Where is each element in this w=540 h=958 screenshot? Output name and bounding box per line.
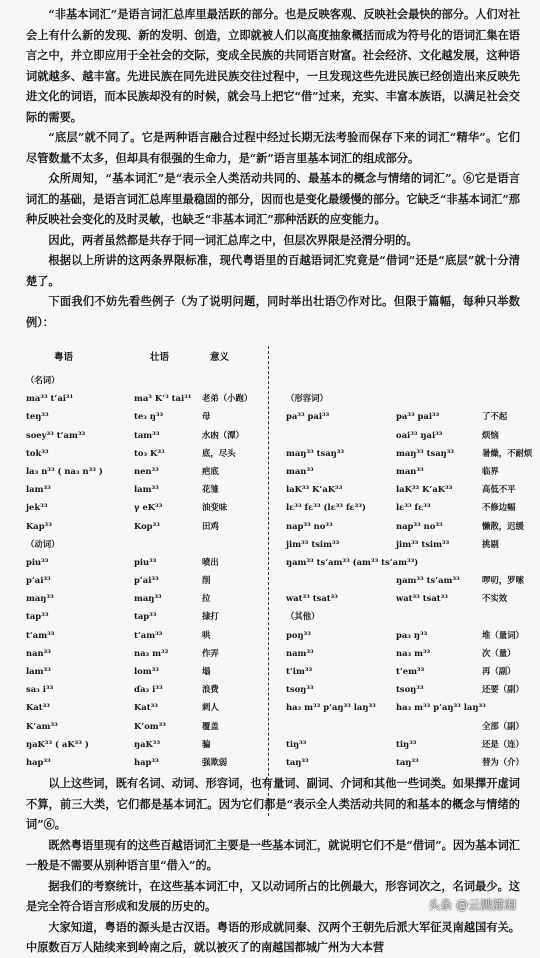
header-zhuang: 壮语 [150, 352, 170, 363]
zhuang-word: ŋaK³³ [134, 738, 161, 749]
meaning: 底，尽头 [202, 447, 236, 458]
meaning: 懒散，迟缓 [482, 520, 524, 531]
table-row [286, 498, 520, 516]
meaning: 再（副） [482, 666, 516, 676]
meaning: 捸打 [202, 611, 219, 622]
table-row [26, 698, 266, 716]
table-row [26, 589, 266, 607]
zhuang-word: na₃ m³³ [134, 647, 169, 658]
table-row [26, 662, 266, 680]
yue-word: taŋ³³ [286, 756, 309, 767]
table-row [26, 480, 266, 498]
table-row [286, 444, 533, 462]
zhuang-word: ŋam³³ ts‘am³³ [396, 575, 460, 586]
meaning: 啰叨，罗嗦 [482, 575, 524, 586]
meaning: 疤底 [202, 465, 219, 476]
meaning: 暑燥，不耐烦 [482, 447, 533, 458]
zhuang-word: tam³³ [134, 429, 160, 440]
zhuang-word: oai³³ ŋai³³ [396, 429, 443, 440]
yue-word: ma³³ t‘ai³¹ [26, 393, 74, 404]
table-row [26, 680, 266, 698]
zhuang-word: p‘ai³³ [134, 575, 159, 586]
yue-word: tiŋ³³ [286, 738, 307, 749]
paragraph: 下面我们不妨先看些例子（为了说明问题，同时举出壮语⑦作对比。但限于篇幅，每种只举数例）： [26, 294, 520, 329]
table-row [286, 480, 520, 498]
paragraph: 据我们的考察统计，在这些基本词汇中，又以动词所占的比例最大，形容词次之，名词最少。这是完全符合语言形成和发展的历史的。 [26, 878, 520, 913]
watermark: 头条 @云溅潇湘 [428, 898, 516, 912]
yue-word: maŋ³³ [26, 593, 54, 604]
yue-word: piu³³ [26, 556, 49, 567]
meaning: 水凼（潭） [202, 429, 244, 440]
yue-word: ha₃ m³³ p‘aŋ³³ laŋ³³ [286, 702, 376, 713]
meaning: 作弄 [202, 647, 219, 658]
yue-word: t‘im³³ [286, 666, 313, 676]
meaning: 挑剔 [482, 538, 499, 549]
yue-word: teŋ³³ [26, 411, 49, 422]
meaning: 喷出 [202, 556, 219, 567]
table-row [286, 571, 524, 589]
meaning: 次（量） [482, 647, 516, 658]
yue-word: soey³³ t‘am³³ [26, 429, 86, 440]
yue-word: laK³³ K‘aK³³ [286, 484, 343, 495]
yue-word: （形容词） [286, 393, 328, 404]
paragraph: 既然粤语里现有的这些百越语词汇主要是一些基本词汇，就说明它们不是“借词”。因为基本词汇一般是不需要从别种语言里“借入”的。 [26, 837, 520, 872]
paragraphs-top [26, 4, 520, 332]
yue-word: sa₃ i³³ [26, 684, 54, 695]
table-row [26, 462, 266, 480]
table-row [26, 626, 266, 644]
table-row [286, 680, 524, 698]
meaning: 刺人 [202, 702, 219, 713]
meaning: 不实效 [482, 593, 508, 604]
yue-word: lam³³ [26, 666, 51, 676]
yue-word: K‘am³³ [26, 720, 58, 731]
table-row [286, 553, 520, 571]
paragraph: 因此，两者虽然都是共存于同一词汇总库之中，但层次界限是泾渭分明的。 [48, 232, 418, 247]
zhuang-word: tsoŋ³³ [396, 684, 424, 695]
zhuang-word: K‘om³³ [134, 720, 166, 731]
table-row [26, 717, 266, 735]
table-row [286, 535, 520, 553]
table-row [286, 517, 524, 535]
meaning: 田鸡 [202, 520, 219, 531]
yue-word: lɛ³³ fɛ³³ (lɛ³³ fɛ³³) [286, 502, 366, 513]
yue-word: poŋ³³ [286, 629, 311, 640]
paragraph: 以上这些词，既有名词、动词、形容词，也有量词、副词、介词和其他一些词类。如果擇开虚词不算，前三大类，它们都是基本词汇。因为它们都是“表示全人类活动共同的和基本的概念与情绪的词”⑥。 [26, 776, 520, 831]
paragraph: 大家知道，粤语的源头是古汉语。粤语的形成就同秦、汉两个王朝先后派大军征灵南越国有关。中原数百万人陆续来到岭南之后，就以被灭了的南越国都城广州为大本营 [26, 919, 520, 954]
meaning: 塌 [202, 666, 211, 676]
yue-word: hap³³ [26, 756, 51, 767]
zhuang-word: man³³ [396, 465, 424, 476]
right-word-table [286, 371, 533, 771]
zhuang-word: tap³³ [134, 611, 157, 622]
yue-word: p‘ai³³ [26, 575, 51, 586]
meaning: 骗 [202, 738, 211, 749]
paragraph: “非基本词汇”是语言词汇总库里最活跃的部分。也是反映客观、反映社会最快的部分。人们对社会上有什么新的发现、新的发明、创造，立即就被人们以高度抽象概括而成为符号化的语词汇集在语言之中，并立即应用于全社会的交际，变成全民族的共同语言财富。社会经济、文化越发展，这种语词就越多、越丰富。先进民族在同先进民族交往过程中，一旦发现这些先进民族已经创造出来反映先进文化的词语，而本民族却没有的时候，就会马上把它“借”过来，充实、丰富本族语，以满足社会交际的需要。 [26, 7, 520, 124]
yue-word: （动词） [26, 538, 60, 549]
table-row [286, 426, 520, 444]
table-row [26, 753, 266, 771]
yue-word: lam³³ [26, 484, 51, 495]
meaning: 老弟（小跑） [202, 393, 253, 404]
table-row [26, 607, 266, 625]
table-row [26, 735, 266, 753]
table-row [286, 371, 520, 389]
zhuang-word: lɛ³³ fɛ³³ [396, 502, 431, 513]
table-row [286, 717, 524, 735]
meaning: 高低不平 [482, 484, 516, 495]
meaning: 母 [202, 411, 211, 422]
zhuang-word: nap³³ no³³ [396, 520, 443, 531]
meaning: 花雏 [202, 484, 219, 495]
table-row [26, 535, 266, 553]
meaning: 全部（副） [482, 720, 524, 731]
table-row [286, 607, 520, 625]
meaning: 替为（介） [482, 756, 524, 767]
meaning: 覆盖 [202, 720, 219, 731]
paragraphs-bottom [26, 773, 520, 958]
yue-word: nan³³ [26, 647, 51, 658]
header-meaning: 意义 [210, 352, 230, 363]
zhuang-word: Kat³³ [134, 702, 158, 713]
zhuang-word: t‘em³³ [396, 666, 425, 676]
yue-word: man³³ [286, 465, 314, 476]
meaning: 还要（副） [482, 684, 524, 695]
meaning: 堆（量词） [482, 629, 524, 640]
yue-word: ŋaK³³ ( aK³³ ) [26, 738, 89, 749]
meaning: 削 [202, 575, 211, 586]
table-row [286, 735, 524, 753]
zhuang-word: lam³³ [134, 484, 159, 495]
table-row [286, 626, 524, 644]
yue-word: Kat³³ [26, 702, 50, 713]
left-word-table [26, 371, 266, 771]
paragraph: “底层”就不同了。它是两种语言融合过程中经过长期无法考验而保存下来的词汇“精华”。它们尽管数量不太多，但却具有很强的生命力，是“新”语言里基本词汇的组成部分。 [26, 130, 520, 165]
zhuang-word: Kop³³ [134, 520, 160, 531]
zhuang-word: ha₃ m³³ p‘aŋ³³ laŋ³³ [396, 702, 486, 713]
table-row [26, 571, 266, 589]
zhuang-word: ma³ K‘³ tai³¹ [134, 393, 192, 404]
zhuang-word: na₃ m³³ [396, 647, 431, 658]
zhuang-word: hap³³ [134, 756, 159, 767]
zhuang-word: lom³³ [134, 666, 159, 676]
table-row [26, 426, 266, 444]
zhuang-word: laK³³ K‘aK³³ [396, 484, 453, 495]
table-row [286, 462, 520, 480]
zhuang-word: pa³³ pai³³ [396, 411, 440, 422]
meaning: 烦恼 [482, 429, 499, 440]
yue-word: （其他） [286, 611, 320, 622]
yue-word: nam³³ [286, 647, 314, 658]
yue-word: ŋam³³ ts‘am³³ (am³³ ts‘am³³) [286, 556, 419, 567]
table-row [26, 517, 266, 535]
meaning: 浪费 [202, 684, 219, 695]
paragraph: 众所周知，“基本词汇”是“表示全人类活动共同的、最基本的概念与情绪的词汇”。⑥它是语言词汇的基础，是语言词汇总库里最稳固的部分，因而也是变化最缓慢的部分。它缺乏“非基本词汇”那种反映社会变化的及时灵敏，也缺乏“非基本词汇”那种活跃的应变能力。 [26, 171, 520, 226]
yue-word: nap³³ no³³ [286, 520, 333, 531]
table-row [286, 589, 520, 607]
yue-word: pa³³ pai³³ [286, 411, 330, 422]
yue-word: wat³³ tsat³³ [286, 593, 338, 604]
yue-word: （名词） [26, 375, 60, 385]
column-divider [268, 346, 269, 816]
table-row [26, 444, 266, 462]
yue-word: tsoŋ³³ [286, 684, 314, 695]
zhuang-word: piu³³ [134, 556, 157, 567]
yue-word: maŋ³³ tsaŋ³³ [286, 447, 345, 458]
header-yue: 粤语 [54, 352, 74, 363]
zhuang-word: wat³³ tsat³³ [396, 593, 448, 604]
table-row [26, 371, 266, 389]
yue-word: t‘am³³ [26, 629, 55, 640]
table-row [286, 698, 520, 716]
table-row [26, 498, 266, 516]
yue-word: jek³³ [26, 502, 48, 513]
meaning: 了不起 [482, 411, 508, 422]
meaning: 拉 [202, 593, 211, 604]
zhuang-word: tiŋ³³ [396, 738, 417, 749]
table-row [286, 407, 520, 425]
zhuang-word: pa₃ ŋ³³ [396, 629, 428, 640]
zhuang-word: t‘am³³ [134, 629, 163, 640]
table-row [286, 644, 520, 662]
yue-word: Kap³³ [26, 520, 52, 531]
table-row [26, 389, 266, 407]
table-row [286, 389, 520, 407]
yue-word: la₃ n³³ ( na₃ n³³ ) [26, 465, 103, 476]
zhuang-word: maŋ³³ [134, 593, 162, 604]
meaning: 油变味 [202, 502, 228, 513]
table-row [26, 644, 266, 662]
zhuang-word: te₃ ŋ³³ [134, 411, 164, 422]
zhuang-word: ɗa₃ i³³ [134, 684, 163, 695]
zhuang-word: taŋ³³ [396, 756, 419, 767]
table-row [26, 407, 266, 425]
zhuang-word: jim³³ tsim³³ [396, 538, 450, 549]
meaning: 哄 [202, 629, 211, 640]
yue-word: tap³³ [26, 611, 49, 622]
table-row [26, 553, 266, 571]
yue-word: tok³³ [26, 447, 49, 458]
paragraph: 根据以上所讲的这两条界限标准，现代粤语里的百越语词汇究竟是“借词”还是“底层”就十分清楚了。 [26, 253, 520, 288]
zhuang-word: nen³³ [134, 465, 159, 476]
zhuang-word: maŋ³³ tsaŋ³³ [396, 447, 455, 458]
meaning: 不修边幅 [482, 502, 516, 513]
yue-word: jim³³ tsim³³ [286, 538, 340, 549]
zhuang-word: to₃ K³³ [134, 447, 165, 458]
meaning: 临界 [482, 465, 499, 476]
table-row [286, 753, 524, 771]
meaning: 强欺弱 [202, 756, 228, 767]
table-row [286, 662, 520, 680]
zhuang-word: γ eK³³ [134, 502, 163, 513]
meaning: 还是（连） [482, 738, 524, 749]
